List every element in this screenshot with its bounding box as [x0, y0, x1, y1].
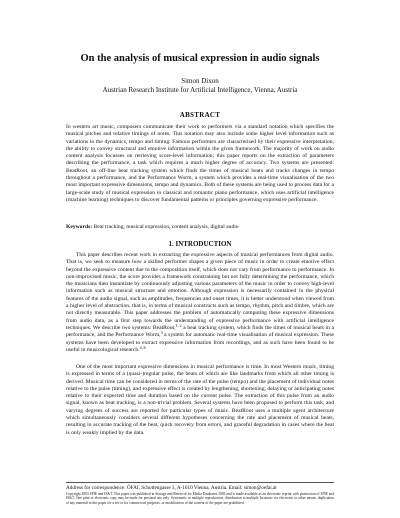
- intro-p1-part-a: This paper describes recent work in extracting the expressive aspects of musical performances from digital audio. That is, we seek to measure how a skilled performer shapes a given piece of music in order to create emotive effect beyond the expressive content due to the composition itself, which does not vary from performance to performance. In non-improvised music, the score provides a framework constraining but not fully determining the performance, which the musicians then instantiate by continuously adjusting various parameters of the music in order to convey high-level information such as musical structure and emotion. Although expression is necessarily contained in the physical features of the audio signal, such as amplitudes, frequencies and onset times, it is better understood when viewed from a higher level of abstraction, that is, in terms of musical constructs such as tempo, rhythm, pitch and timbre, which are not directly measurable. This paper addresses the problem of automatically computing these expressive dimensions from audio data, as a first step towards the understanding of expressive performance with artificial intelligence techniques. We describe two systems: BeatRoot,: [66, 252, 334, 331]
- intro-paragraph-1: [66, 252, 334, 354]
- footnote-divider: [66, 482, 334, 483]
- author-affiliation: Austrian Research Institute for Artificial Intelligence, Vienna, Austria: [102, 86, 298, 94]
- author-name: Simon Dixon: [181, 77, 219, 85]
- copyright-notice: Copyright 2003 SPIE and IS&T. This paper was published in Storage and Retrieval for Media Databases 2003 and is made available as an electronic reprint with permission of SPIE and IS&T. One print or electronic copy may be made for personal use only. Systematic or multiple reproduction, distribution to multiple locations via electronic or other means, duplication of any material in this paper for a fee or for commercial purposes, or modification of the content of the paper are prohibited.: [66, 492, 334, 505]
- correspondence-footnote: Address for correspondence: ÖFAI, Schottengasse 3, A-1010 Vienna, Austria. Email: simon@oefai.at: [66, 485, 277, 491]
- abstract-text: In western art music, composers communicate their work to performers via a standard notation which specifies the musical pitches and relative timings of notes. This notation may also include some higher level information such as variations in the dynamics, tempo and timing. Famous performers are characterised by their expressive interpretation, the ability to convey structural and emotive information within the given framework. The majority of work on audio content analysis focusses on retrieving score-level information; this paper reports on the extraction of parameters describing the performance, a task which requires a much higher degree of accuracy. Two systems are presented: BeatRoot, an off-line beat tracking system which finds the times of musical beats and tracks changes in tempo throughout a performance, and the Performance Worm, a system which provides a real-time visualisation of the two most important expressive dimensions, tempo and dynamics. Both of these systems are being used to process data for a large-scale study of musical expression in classical and romantic piano performance, which uses artificial intelligence (machine learning) techniques to discover fundamental patterns or principles governing expressive performance.: [66, 124, 334, 203]
- paper-title: On the analysis of musical expression in audio signals: [80, 53, 320, 64]
- keywords-list: Beat tracking, musical expression, content analysis, digital audio: [93, 224, 239, 230]
- keywords-line: [66, 224, 334, 231]
- citation-ref: 3: [160, 330, 163, 336]
- abstract-heading: ABSTRACT: [179, 111, 221, 119]
- intro-p1-part-c: a system for automatic real-time visualisation of musical expression. These systems have been developed to extract expressive information from recordings, and as such have been found to be useful in musicological research.: [66, 332, 334, 353]
- keywords-label: Keywords:: [66, 224, 93, 230]
- section-heading-introduction: 1. INTRODUCTION: [168, 240, 232, 248]
- intro-paragraph-2: One of the most important expressive dimensions in musical performance is time. In most Western music, timing is expressed in terms of a (quasi-)regular pulse, the beats of which are like landmarks from which all other timing is derived. Musical time can be considered in terms of the rate of the pulse (tempo) and the placement of individual notes relative to the pulse (timing), and expressive effect is created by lengthening, shortening, delaying or anticipating notes relative to their expected time and duration based on the current pulse. The extraction of this pulse from an audio signal, known as beat tracking, is a non-trivial problem. Several systems have been proposed to perform this task, and varying degrees of success are reported for particular types of music. BeatRoot uses a multiple agent architecture which simultaneously considers several different hypotheses concerning the rate and placement of musical beats, resulting in accurate tracking of the beat, quick recovery from errors, and graceful degradation in cases where the beat is only weakly implied by the data.: [66, 364, 334, 436]
- citation-ref: 4–6: [139, 344, 146, 350]
- intro-p1-part-b: a beat tracking system, which finds the times of musical beats in a performance, and the Performance Worm,: [66, 324, 334, 339]
- citation-ref: 1, 2: [175, 322, 182, 328]
